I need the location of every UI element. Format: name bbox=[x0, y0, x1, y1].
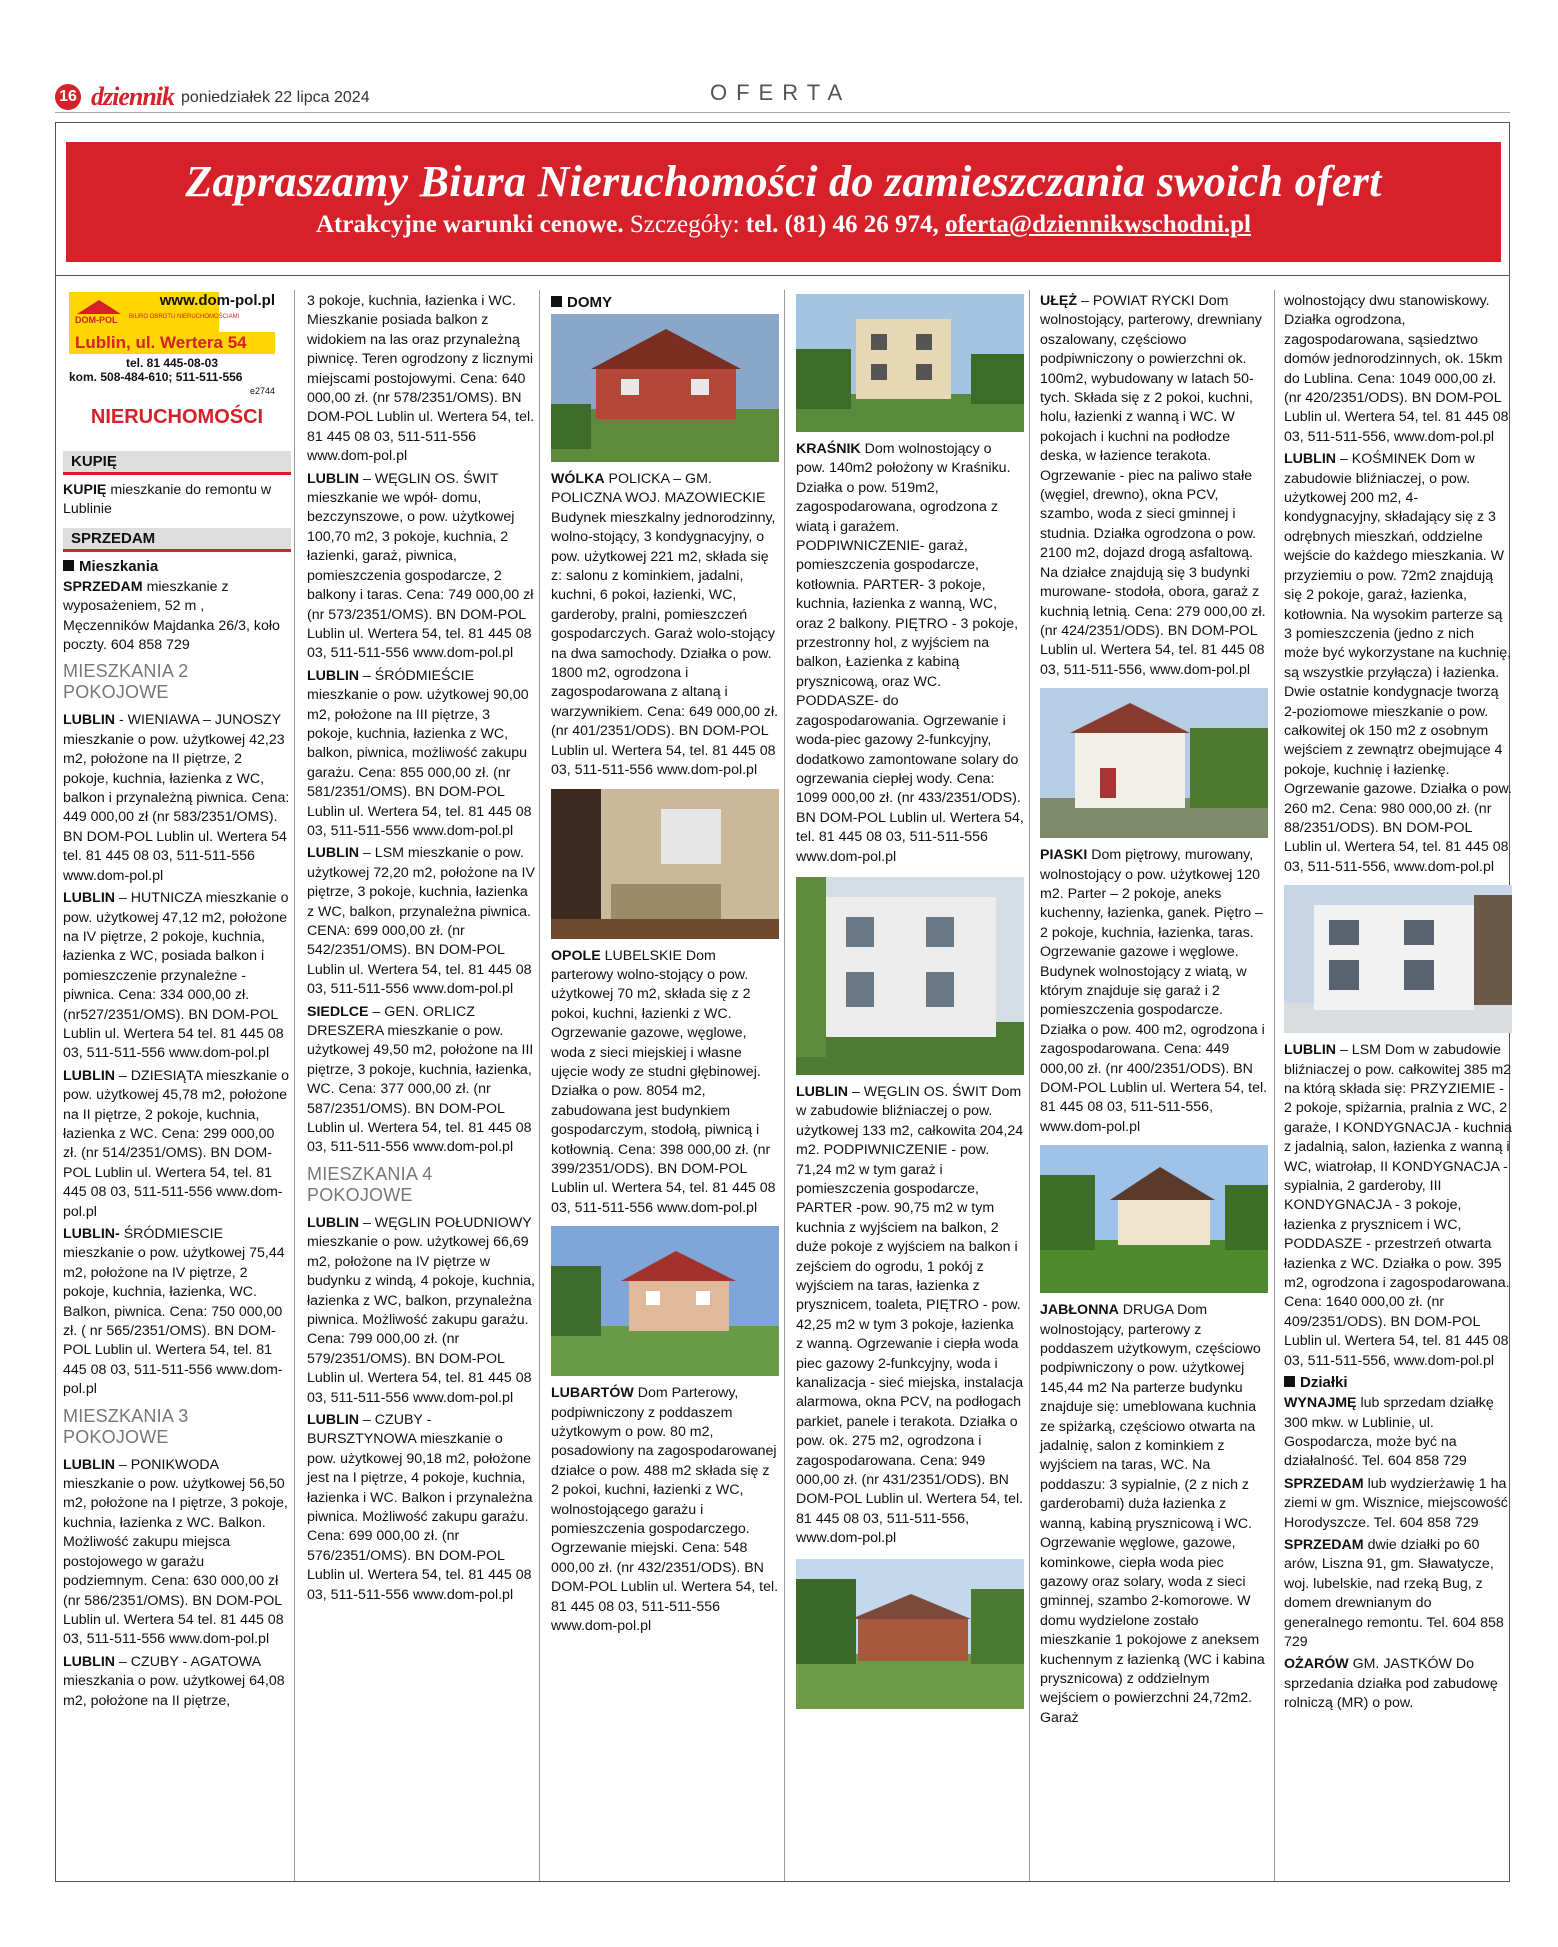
house-photo bbox=[796, 1559, 1024, 1709]
listing-text: – ŚRÓDMIEŚCIE mieszkanie o pow. użytkowej 90,00 m2, położone na III piętrze, 3 pokoje, kuchnia, łazienka z WC, balkon, piwnica, możliwość zakupu garażu. Cena: 855 000,00 zł. (nr 581/2351/OMS). BN DOM-POL Lublin ul. Wertera 54, tel. 81 445 08 03, 511-511-556 www.dom-pol.pl bbox=[307, 667, 532, 839]
listing bbox=[307, 667, 535, 842]
listing bbox=[63, 1653, 291, 1711]
ad-website[interactable]: www.dom-pol.pl bbox=[159, 292, 275, 309]
listing-text: – HUTNICZA mieszkanie o pow. użytkowej 47,12 m2, położone na IV piętrze, 2 pokoje, kuchnia, łazienka z WC, posiada balkon i pomieszczenie przynależne - piwnica. Cena: 334 000,00 zł. (nr527/2351/OMS). BN DOM-POL Lublin ul. Wertera 54 tel. 81 445 08 03, 511-511-556 www.dom-pol.pl bbox=[63, 890, 289, 1062]
listing bbox=[307, 844, 535, 999]
ad-phone: tel. 81 445-08-03 bbox=[125, 356, 219, 370]
listing-lead: WYNAJMĘ bbox=[1284, 1395, 1357, 1412]
column-6 bbox=[1284, 292, 1512, 1717]
listing-lead: LUBLIN bbox=[307, 667, 360, 684]
listing bbox=[63, 889, 291, 1064]
house-photo-image bbox=[551, 789, 779, 939]
listing bbox=[551, 470, 779, 781]
listing-lead: LUBLIN- bbox=[63, 1226, 120, 1242]
listing-text: – CZUBY - BURSZTYNOWA mieszkanie o pow. użytkowej 90,18 m2, położone jest na I piętrze, 4 pokoje, kuchnia, łazienka i WC. Balkon i przynależna piwnica. Możliwość zakupu garażu. Cena: 699 000,00 zł. (nr 576/2351/OMS). BN DOM-POL Lublin ul. Wertera 54, tel. 81 445 08 03, 511-511-556 www.dom-pol.pl bbox=[307, 1411, 533, 1603]
listing-text: – PONIKWODA mieszkanie o pow. użytkowej 56,50 m2, położone na I piętrze, 3 pokoje, kuchnia, łazienka z WC. Balkon. Możliwość zakupu miejsca postojowego w garażu podziemnym. Cena: 630 000,00 zł (nr 586/2351/OMS). BN DOM-POL Lublin ul. Wertera 54 tel. 81 445 08 03, 511-511-556 www.dom-pol.pl bbox=[63, 1456, 288, 1648]
house-photo-image bbox=[551, 314, 779, 462]
banner-sub-bold: Atrakcyjne warunki cenowe. bbox=[315, 211, 624, 238]
issue-date: poniedziałek 22 lipca 2024 bbox=[181, 89, 370, 106]
ad-brand: DOM-POL bbox=[75, 315, 118, 325]
listing-lead: WÓLKA bbox=[551, 471, 605, 487]
listing-lead: LUBLIN bbox=[63, 890, 116, 907]
listing bbox=[63, 1225, 291, 1400]
listing-text: mieszkanie z wyposażeniem, 52 m , Męczenników Majdanka 26/3, koło poczty. 604 858 729 bbox=[63, 578, 280, 654]
promo-banner bbox=[66, 142, 1501, 262]
listing-text: POLICKA – GM. POLICZNA WOJ. MAZOWIECKIE Budynek mieszkalny jednorodzinny, wolno-stojący, 3 kondygnacyjny, o pow. użytkowej 221 m2, składa się z: salonu z kominkiem, jadalni, kuchni, 6 pokoi, łazienki, WC, garderoby, pralni, pomieszczeń gospodarczych. Garaż wolo-stojący na dwa samochody. Działka o pow. 1800 m2, ogrodzona i zagospodarowana z altaną i warzywnikiem. Cena: 649 000,00 zł. (nr 401/2351/ODS). BN DOM-POL Lublin ul. Wertera 54, tel. 81 445 08 03, 511-511-556 www.dom-pol.pl bbox=[551, 471, 779, 779]
listing bbox=[307, 1214, 535, 1408]
ad-mobile: kom. 508-484-610; 511-511-556 bbox=[69, 370, 243, 384]
ad-street: ul. Wertera 54 bbox=[135, 333, 247, 352]
listing bbox=[1284, 1475, 1512, 1533]
listing-text: – CZUBY - AGATOWA mieszkania o pow. użytkowej 64,08 m2, położone na II piętrze, bbox=[63, 1653, 285, 1709]
listing bbox=[63, 1456, 291, 1650]
listing-lead: SPRZEDAM bbox=[63, 578, 143, 595]
listing bbox=[1284, 1655, 1512, 1713]
listing bbox=[63, 481, 291, 520]
listing-text: – KOŚMINEK Dom w zabudowie bliźniaczej, o pow. użytkowej 200 m2, 4-kondygnacyjny, składający się z 3 odrębnych mieszkań, oddzielne wejście do każdego mieszkania. W przyziemiu o pow. 72m2 znajdują się 2 pokoje, garaż, łazienka, kotłownia. Na wysokim parterze są 3 pomieszczenia (jedno z nich może być wykorzystane na kuchnię, są wszystkie przyłącza) i łazienka. Dwie ostatnie kondygnacje tworzą 2-poziomowe mieszkanie o pow. całkowitej ok 150 m2 z osobnym wejściem z zewnątrz obejmujące 4 pokoje, kuchnię i łazienkę. Ogrzewanie gazowe. Działka o pow. 260 m2. Cena: 980 000,00 zł. (nr 88/2351/ODS). BN DOM-POL Lublin ul. Wertera 54, tel. 81 445 08 03, 511-511-556, www.dom-pol.pl bbox=[1284, 451, 1512, 875]
ad-code: e2744 bbox=[249, 386, 275, 396]
house-photo-image bbox=[1040, 688, 1268, 838]
listing-text: Dom piętrowy, murowany, wolnostojący o pow. użytkowej 120 m2. Parter – 2 pokoje, aneks kuchenny, łazienka, ganek. Piętro – 2 pokoje, kuchnia, łazienka, taras. Ogrzewanie gazowe i węglowe. Budynek wolnostojący z wiatą, w którym znajduje się garaż i 2 pomieszczenia gospodarcze. Działka o pow. 400 m2, ogrodzona i zagospodarowana. Cena: 449 000,00 zł. (nr 400/2351/ODS). BN DOM-POL Lublin ul. Wertera 54, tel. 81 445 08 03, 511-511-556, www.dom-pol.pl bbox=[1040, 847, 1268, 1135]
house-photo bbox=[551, 1226, 779, 1376]
listing-text: DRUGA Dom wolnostojący, parterowy z poddaszem użytkowym, częściowo podpiwniczony o pow. użytkowej 145,44 m2 Na parterze budynku znajduje się: umeblowana kuchnia ze spiżarką, częściowo otwarta na jadalnię, salon z kominkiem z wyjściem na taras, WC. Na poddaszu: 3 sypialnie, (2 z nich z garderobami) duża łazienka z wanną, kabiną prysznicową i WC. Ogrzewanie węglowe, gazowe, kominkowe, ciepła woda piec gazowy oraz solary, woda z sieci gminnej, szambo 2-komorowe. W domu wydzielone zostało mieszkanie 1 pokojowe z aneksem kuchennym z łazienką (WC i kabina prysznicowa) z oddzielnym wejściem o powierzchni 24,72m2. Garaż bbox=[1040, 1302, 1265, 1726]
listing-text: – LSM Dom w zabudowie bliźniaczej o pow. całkowitej 385 m2 na którą składa się: PRZYZIEMIE - 2 pokoje, spiżarnia, pralnia z WC, 2 garaże, I KONDYGNACJA - kuchnia z jadalnią, salon, łazienka z wanną i WC, wiatrołap, II KONDYGNACJA - sypialnia, 2 garderoby, III KONDYGNACJA - 3 pokoje, łazienka z prysznicem i WC, PODDASZE - przestrzeń otwarta łazienka z WC. Działka o pow. 395 m2, ogrodzona i zagospodarowana. Cena: 1640 000,00 zł. (nr 409/2351/ODS). BN DOM-POL Lublin ul. Wertera 54, tel. 81 445 08 03, 511-511-556, www.dom-pol.pl bbox=[1284, 1042, 1512, 1369]
listing bbox=[307, 1411, 535, 1605]
listing-text: – WĘGLIN OS. ŚWIT mieszkanie we wpół- domu, bezczynszowe, o pow. użytkowej 100,70 m2, 3 pokoje, kuchnia, 2 łazienki, garaż, piwnica, pomieszczenia gospodarcze, 2 balkony i taras. Cena: 749 000,00 zł (nr 573/2351/OMS). BN DOM-POL Lublin ul. Wertera 54, tel. 81 445 08 03, 511-511-556 www.dom-pol.pl bbox=[307, 470, 534, 662]
house-roof-icon bbox=[77, 300, 121, 314]
ad-address bbox=[69, 332, 275, 354]
banner-email-link[interactable]: oferta@dziennikwschodni.pl bbox=[945, 211, 1251, 238]
house-photo-image bbox=[796, 294, 1024, 432]
column-divider bbox=[294, 290, 295, 1881]
listing-text: mieszkanie do remontu w Lublinie bbox=[63, 482, 272, 518]
column-1 bbox=[63, 292, 291, 1714]
banner-phone: tel. (81) 46 26 974, bbox=[745, 211, 939, 238]
section-heading: NIERUCHOMOŚCI bbox=[90, 406, 264, 428]
house-photo bbox=[551, 314, 779, 462]
section-title: OFERTA bbox=[710, 80, 852, 105]
dom-pol-ad bbox=[69, 292, 275, 396]
column-5 bbox=[1040, 292, 1268, 1731]
column-divider bbox=[1029, 290, 1030, 1881]
house-photo bbox=[1284, 885, 1512, 1033]
listing bbox=[796, 1083, 1024, 1549]
listing bbox=[63, 711, 291, 886]
listing bbox=[796, 440, 1024, 867]
listing-text: dwie działki po 60 arów, Liszna 91, gm. Sławatycze, woj. lubelskie, nad rzeką Bug, z domem drewnianym do generalnego remontu. Tel. 604 858 729 bbox=[1284, 1536, 1504, 1650]
listing-lead: LUBLIN bbox=[1284, 451, 1337, 468]
house-photo-image bbox=[1284, 885, 1512, 1033]
listing bbox=[551, 947, 779, 1219]
column-divider bbox=[1274, 290, 1275, 1881]
house-photo bbox=[551, 789, 779, 939]
banner-subtitle bbox=[66, 211, 1501, 239]
listing bbox=[307, 1003, 535, 1158]
listing bbox=[551, 1384, 779, 1636]
listing-text: – POWIAT RYCKI Dom wolnostojący, parterowy, drewniany oszalowany, częściowo podpiwniczony o powierzchni ok. 100m2, wybudowany w latach 50-tych. Składa się z 2 pokoi, kuchni, holu, łazienki z wanną i WC. W pokojach i kuchni na podłodze deska, w łazience terakota. Ogrzewanie - piec na paliwo stałe (węgiel, drewno), okna PCV, szambo, woda z sieci gminnej i studnia. Działka ogrodzona o pow. 2100 m2, dojazd drogą asfaltową. Na działce znajdują się 3 budynki murowane- stodoła, obora, garaż z kuchnią letnią. Cena: 279 000,00 zł. (nr 424/2351/ODS). BN DOM-POL Lublin ul. Wertera 54, tel. 81 445 08 03, 511-511-556, www.dom-pol.pl bbox=[1040, 293, 1266, 678]
listing-text: Dom wolnostojący o pow. 140m2 położony w Kraśniku. Działka o pow. 519m2, zagospodarowana, ogrodzona z wiatą i garażem. PODPIWNICZENIE- garaż, pomieszczenia gospodarcze, kotłownia. PARTER- 3 pokoje, kuchnia, łazienka z wanną, WC, oraz 2 balkony. PIĘTRO - 3 pokoje, przestronny hol, z wyjściem na balkon, Łazienka z kabiną prysznicową, oraz WC. PODDASZE- do zagospodarowania. Ogrzewanie i woda-piec gazowy 2-funkcyjny, dodatkowo zamontowane solary do ogrzewania ciepłej wody. Cena: 1099 000,00 zł. (nr 433/2351/ODS). BN DOM-POL Lublin ul. Wertera 54, tel. 81 445 08 03, 511-511-556 www.dom-pol.pl bbox=[796, 441, 1024, 865]
house-photo bbox=[796, 877, 1024, 1075]
listing bbox=[1040, 846, 1268, 1137]
listing-text: – LSM mieszkanie o pow. użytkowej 72,20 m2, położone na IV piętrze, 3 pokoje, kuchnia, łazienka z WC, balkon, przynależna piwnica. CENA: 699 000,00 zł. (nr 542/2351/OMS). BN DOM-POL Lublin ul. Wertera 54, tel. 81 445 08 03, 511-511-556 www.dom-pol.pl bbox=[307, 845, 535, 998]
house-photo-image bbox=[796, 877, 1024, 1075]
house-photo-image bbox=[796, 1559, 1024, 1709]
listing-text: – GEN. ORLICZ DRESZERA mieszkanie o pow. użytkowej 49,50 m2, położone na III piętrze, 3 pokoje, kuchnia, łazienka, WC. Cena: 377 000,00 zł. (nr 587/2351/OMS). BN DOM-POL Lublin ul. Wertera 54, tel. 81 445 08 03, 511-511-556 www.dom-pol.pl bbox=[307, 1003, 534, 1156]
listing bbox=[307, 292, 535, 467]
listing-text: lub sprzedam działkę 300 mkw. w Lublinie, ul. Gospodarcza, może być na działalność. Tel. 604 858 729 bbox=[1284, 1395, 1494, 1470]
listing-lead: LUBLIN bbox=[796, 1083, 849, 1100]
listing bbox=[1040, 292, 1268, 680]
category-heading: DOMY bbox=[551, 294, 779, 311]
listing-lead: JABŁONNA bbox=[1040, 1302, 1119, 1319]
listing-lead: LUBLIN bbox=[63, 1456, 116, 1473]
listing-text: Dom Parterowy, podpiwniczony z poddaszem użytkowym o pow. 80 m2, posadowiony na zagospodarowanej działce o pow. 488 m2 składa się z 2 pokoi, kuchni, łazienki z WC, wolnostojącego garażu i pomieszczenia gospodarczego. Ogrzewanie miejski. Cena: 548 000,00 zł. (nr 432/2351/ODS). BN DOM-POL Lublin ul. Wertera 54, tel. 81 445 08 03, 511-511-556 www.dom-pol.pl bbox=[551, 1385, 779, 1635]
house-photo-image bbox=[1040, 1145, 1268, 1293]
category-heading: Działki bbox=[1284, 1374, 1512, 1391]
column-3 bbox=[551, 292, 779, 1639]
page-header bbox=[55, 80, 1510, 112]
page-number: 16 bbox=[55, 84, 81, 110]
listing-text: – DZIESIĄTA mieszkanie o pow. użytkowej 45,78 m2, położone na II piętrze, 2 pokoje, kuchnia, łazienka z WC. Cena: 299 000,00 zł. (nr 514/2351/OMS). BN DOM-POL Lublin ul. Wertera 54, tel. 81 445 08 03, 511-511-556 www.dom-pol.pl bbox=[63, 1067, 290, 1220]
category-bar: SPRZEDAM bbox=[63, 528, 291, 552]
listing-text: ŚRÓDMIESCIE mieszkanie o pow. użytkowej 75,44 m2, położone na IV piętrze, 2 pokoje, kuchnia, łazienka, WC. Balkon, piwnica. Cena: 750 000,00 zł. ( nr 565/2351/OMS). BN DOM-POL Lublin ul. Wertera 54, tel. 81 445 08 03, 511-511-556 www.dom-pol.pl bbox=[63, 1226, 285, 1398]
listing-lead: LUBLIN bbox=[307, 845, 360, 862]
listing-lead: SPRZEDAM bbox=[1284, 1475, 1364, 1492]
ad-tagline: BIURO OBROTU NIERUCHOMOŚCIAMI bbox=[129, 314, 240, 320]
house-photo bbox=[1040, 688, 1268, 838]
listing bbox=[63, 1067, 291, 1222]
listing-text: lub wydzierżawię 1 ha ziemi w gm. Wisznice, miejscowość Horodyszcze. Tel. 604 858 729 bbox=[1284, 1475, 1508, 1531]
subsection-heading: MIESZKANIA 2 POKOJOWE bbox=[63, 661, 189, 703]
listing-lead: LUBLIN bbox=[307, 1214, 360, 1231]
banner-title: Zapraszamy Biura Nieruchomości do zamieszczania swoich ofert bbox=[185, 157, 1382, 206]
listing bbox=[1040, 1301, 1268, 1728]
column-2 bbox=[307, 292, 535, 1608]
listing-lead: KUPIĘ bbox=[63, 482, 107, 498]
listing-lead: LUBLIN bbox=[1284, 1042, 1337, 1059]
banner-sub-normal: Szczegóły: bbox=[629, 211, 740, 238]
listing-lead: UŁĘŻ bbox=[1040, 293, 1078, 309]
listing bbox=[63, 578, 291, 656]
listing-lead: LUBLIN bbox=[307, 1411, 360, 1428]
column-4 bbox=[796, 292, 1024, 1717]
category-bar: KUPIĘ bbox=[63, 451, 291, 475]
listing-lead: LUBLIN bbox=[307, 470, 360, 487]
subsection-heading: MIESZKANIA 4 POKOJOWE bbox=[307, 1163, 433, 1205]
listing-lead: OPOLE bbox=[551, 947, 601, 964]
house-photo-image bbox=[551, 1226, 779, 1376]
listing bbox=[1284, 1041, 1512, 1371]
listing-text: 3 pokoje, kuchnia, łazienka i WC. Mieszkanie posiada balkon z widokiem na las oraz przynależną piwnicę. Teren ogrodzony z licznymi miejscami postojowymi. Cena: 640 000,00 zł. (nr 578/2351/OMS). BN DOM-POL Lublin ul. Wertera 54, tel. 81 445 08 03, 511-511-556 www.dom-pol.pl bbox=[307, 293, 535, 465]
listing-text: wolnostojący dwu stanowiskowy. Działka ogrodzona, zagospodarowana, sąsiedztwo domów jednorodzinnych, ok. 15km do Lublina. Cena: 1049 000,00 zł. (nr 420/2351/ODS). BN DOM-POL Lublin ul. Wertera 54, tel. 81 445 08 03, 511-511-556, www.dom-pol.pl bbox=[1284, 293, 1509, 445]
listing bbox=[1284, 1394, 1512, 1472]
listing-text: LUBELSKIE Dom parterowy wolno-stojący o pow. użytkowej 70 m2, składa się z 2 pokoi, kuchni, łazienki z WC. Ogrzewanie gazowe, węglowe, woda z sieci miejskiej i własne ujęcie wody ze studni głębinowej. Działka o pow. 8054 m2, zabudowana jest budynkiem gospodarczym, stodołą, piwnicą i kotłownią. Cena: 398 000,00 zł. (nr 399/2351/ODS). BN DOM-POL Lublin ul. Wertera 54, tel. 81 445 08 03, 511-511-556 www.dom-pol.pl bbox=[551, 947, 776, 1216]
category-heading: Mieszkania bbox=[63, 558, 291, 575]
header-rule bbox=[55, 112, 1510, 113]
house-photo bbox=[1040, 1145, 1268, 1293]
listing bbox=[1284, 1536, 1512, 1652]
listing bbox=[307, 470, 535, 664]
listing-lead: LUBLIN bbox=[63, 712, 116, 729]
column-divider bbox=[784, 290, 785, 1881]
listing-text: – WĘGLIN OS. ŚWIT Dom w zabudowie bliźniaczej o pow. użytkowej 133 m2, całkowita 204,24 m2. PODPIWNICZENIE - pow. 71,24 m2 w tym garaż i pomieszczenia gospodarcze, PARTER -pow. 90,75 m2 w tym kuchnia z wyjściem na balkon, 2 duże pokoje z wyjściem na balkon i zejściem do ogrodu, 1 pokój z wyjściem na taras, łazienka z prysznicem, toaleta, PIĘTRO - pow. 42,25 m2 w tym 3 pokoje, łazienka z wanną. Ogrzewanie i ciepła woda piec gazowy 2-funkcyjny, woda i kanalizacja - sieć miejska, instalacja alarmowa, okna PCV, na podłogach parkiet, panele i terakota. Działka o pow. ok. 275 m2, ogrodzona i zagospodarowana. Cena: 949 000,00 zł. (nr 431/2351/ODS). BN DOM-POL Lublin ul. Wertera 54, tel. 81 445 08 03, 511-511-556, www.dom-pol.pl bbox=[796, 1083, 1024, 1547]
listing-lead: SIEDLCE bbox=[307, 1003, 369, 1020]
listing-text: - WIENIAWA – JUNOSZY mieszkanie o pow. użytkowej 42,23 m2, położone na II piętrze, 2 pokoje, kuchnia, łazienka z WC, balkon i przynależną piwnica. Cena: 449 000,00 zł (nr 583/2351/OMS). BN DOM-POL Lublin ul. Wertera 54 tel. 81 445 08 03, 511-511-556 www.dom-pol.pl bbox=[63, 712, 290, 884]
listing-lead: KRAŚNIK bbox=[796, 441, 861, 457]
listing-lead: PIASKI bbox=[1040, 847, 1088, 864]
listing-lead: LUBLIN bbox=[63, 1067, 116, 1084]
listing-text: GM. JASTKÓW Do sprzedania działka pod zabudowę rolniczą (MR) o pow. bbox=[1284, 1656, 1498, 1712]
listing-text: – WĘGLIN POŁUDNIOWY mieszkanie o pow. użytkowej 66,69 m2, położone na IV piętrze w budynku z windą, 4 pokoje, kuchnia, łazienka z WC, balkon, przynależna piwnica. Możliwość zakupu garażu. Cena: 799 000,00 zł. (nr 579/2351/OMS). BN DOM-POL Lublin ul. Wertera 54, tel. 81 445 08 03, 511-511-556 www.dom-pol.pl bbox=[307, 1214, 535, 1406]
banner-divider bbox=[55, 275, 1510, 276]
listing-lead: OŻARÓW bbox=[1284, 1656, 1349, 1673]
newspaper-logo: dziennik bbox=[91, 82, 175, 111]
listing bbox=[1284, 292, 1512, 447]
subsection-heading: MIESZKANIA 3 POKOJOWE bbox=[63, 1405, 189, 1447]
listing-lead: SPRZEDAM bbox=[1284, 1536, 1364, 1553]
listing bbox=[1284, 450, 1512, 877]
house-photo bbox=[796, 294, 1024, 432]
column-divider bbox=[539, 290, 540, 1881]
listing-lead: LUBLIN bbox=[63, 1653, 116, 1670]
ad-city: Lublin, bbox=[75, 333, 131, 352]
listing-lead: LUBARTÓW bbox=[551, 1385, 634, 1402]
